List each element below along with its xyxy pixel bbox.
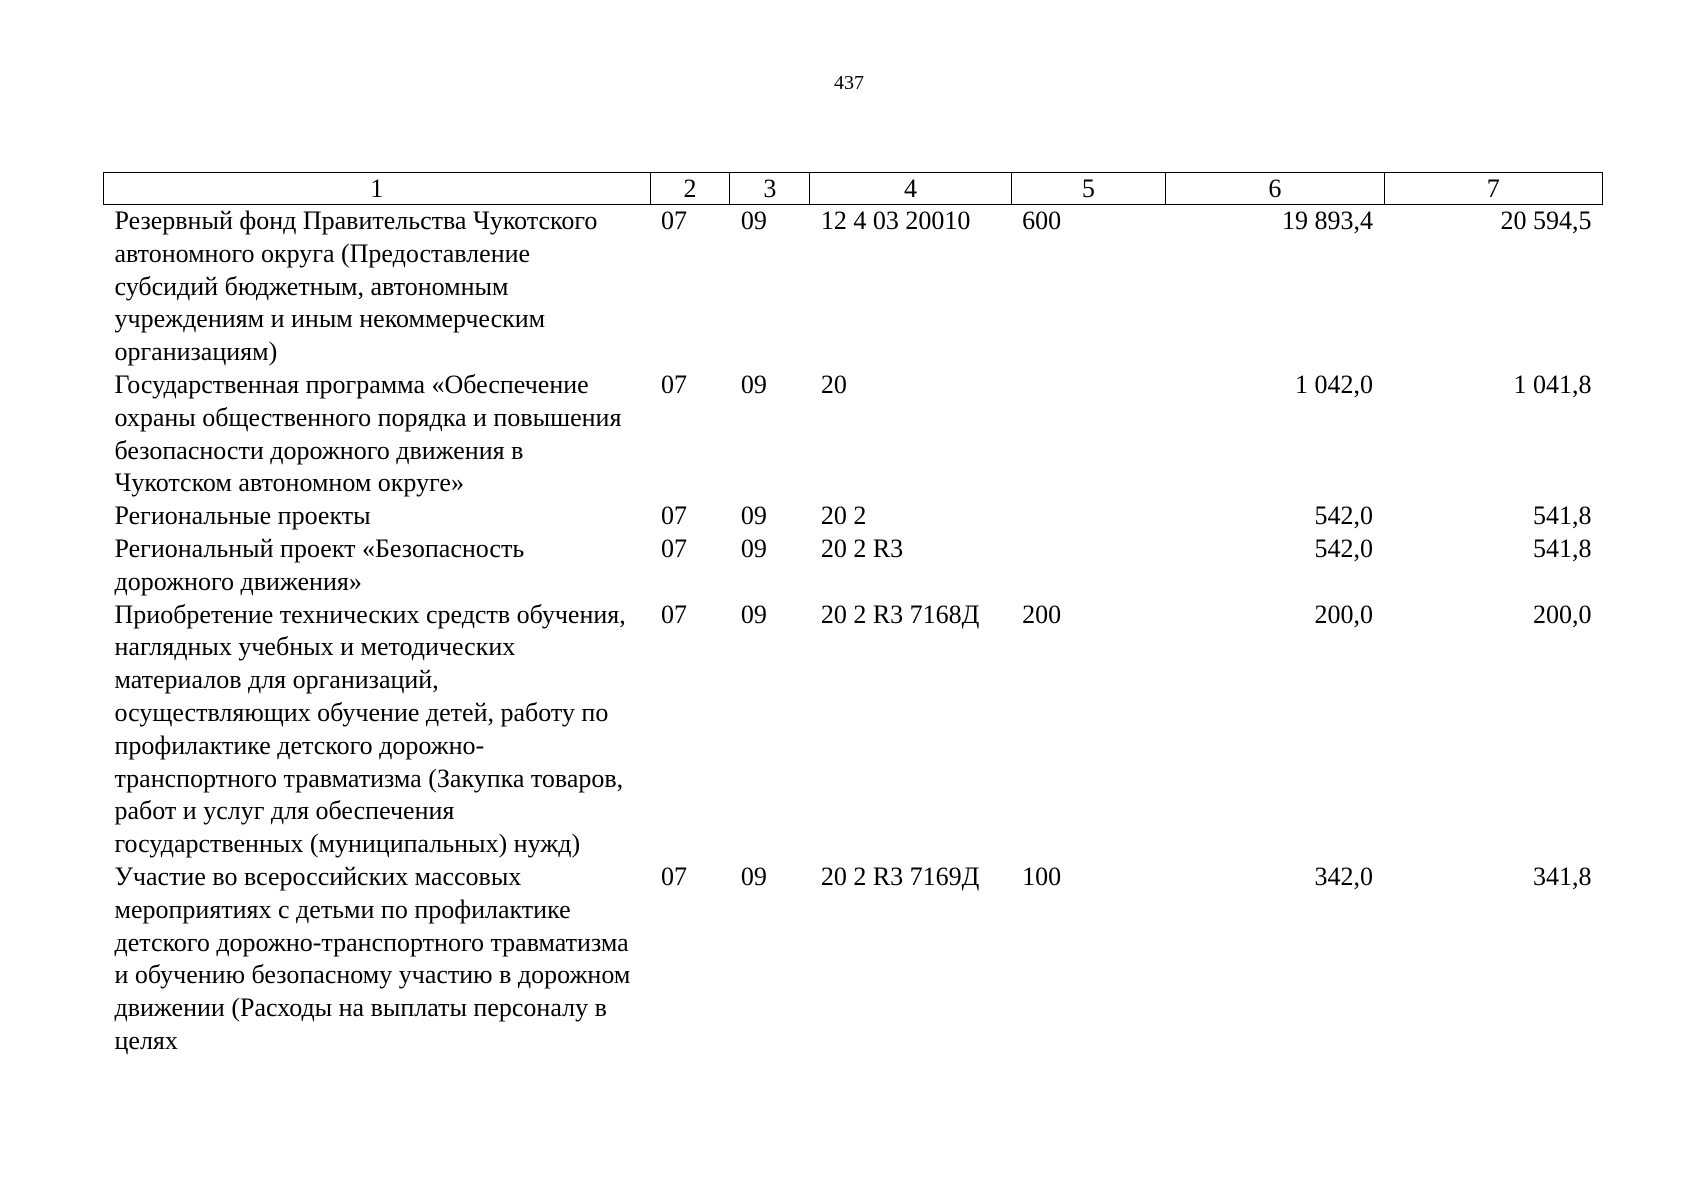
row-name: Резервный фонд Правительства Чукотского автономного округа (Предоставление субсидий бюджетным, автономным учреждениям и иным некоммерческим организациям) <box>114 206 598 367</box>
row-sum-2: 1 041,8 <box>1513 369 1592 399</box>
row-subsection: 09 <box>740 533 767 563</box>
row-subsection: 09 <box>740 599 767 629</box>
table-row <box>104 500 1603 533</box>
row-target-article: 20 2 R3 <box>820 533 904 563</box>
row-sum-2: 541,8 <box>1533 501 1592 531</box>
row-name: Государственная программа «Обеспечение охраны общественного порядка и повышения безопасности дорожного движения в Чукотском автономном округе» <box>114 369 622 498</box>
row-target-article: 20 <box>820 369 847 399</box>
header-row <box>104 173 1603 205</box>
row-expense-type: 100 <box>1022 861 1062 891</box>
row-section: 07 <box>661 501 688 531</box>
row-expense-type <box>1011 500 1165 533</box>
row-subsection: 09 <box>740 861 767 891</box>
table-row <box>104 205 1603 369</box>
row-name: Приобретение технических средств обучения, наглядных учебных и методических материалов для организаций, осуществляющих обучение детей, работу по профилактике детского дорожно-транспортного травматизма (Закупка товаров, работ и услуг для обеспечения государственных (муниципальных) нужд) <box>114 599 626 859</box>
row-target-article: 20 2 R3 7168Д <box>820 599 980 629</box>
column-header-2: 2 <box>650 173 730 205</box>
row-sum-1: 542,0 <box>1314 533 1374 563</box>
column-header-6: 6 <box>1166 173 1384 205</box>
row-expense-type: 200 <box>1022 599 1062 629</box>
column-header-3: 3 <box>730 173 810 205</box>
row-name: Региональные проекты <box>114 501 371 531</box>
column-header-1: 1 <box>104 173 651 205</box>
row-sum-2: 541,8 <box>1533 533 1592 563</box>
row-name: Региональный проект «Безопасность дорожного движения» <box>114 533 525 596</box>
row-sum-1: 200,0 <box>1314 599 1374 629</box>
row-expense-type <box>1011 533 1165 599</box>
page-number: 437 <box>834 72 864 94</box>
row-sum-1: 542,0 <box>1314 501 1374 531</box>
row-sum-1: 342,0 <box>1314 861 1374 891</box>
row-section: 07 <box>661 861 688 891</box>
row-target-article: 20 2 R3 7169Д <box>820 861 980 891</box>
row-section: 07 <box>661 533 688 563</box>
table-row <box>104 861 1603 1058</box>
column-header-7: 7 <box>1384 173 1602 205</box>
row-sum-1: 1 042,0 <box>1295 369 1374 399</box>
row-section: 07 <box>661 206 688 235</box>
row-section: 07 <box>661 369 688 399</box>
budget-table <box>103 172 1603 1058</box>
table-row <box>104 599 1603 861</box>
row-sum-2: 341,8 <box>1533 861 1592 891</box>
row-subsection: 09 <box>740 501 767 531</box>
row-sum-2: 20 594,5 <box>1500 206 1592 235</box>
row-sum-1: 19 893,4 <box>1282 206 1374 235</box>
row-name: Участие во всероссийских массовых мероприятиях с детьми по профилактике детского дорожно-транспортного травматизма и обучению безопасному участию в дорожном движении (Расходы на выплаты персоналу в целях <box>114 861 631 1055</box>
column-header-4: 4 <box>810 173 1011 205</box>
row-sum-2: 200,0 <box>1533 599 1592 629</box>
column-header-5: 5 <box>1011 173 1165 205</box>
row-section: 07 <box>661 599 688 629</box>
row-expense-type <box>1011 369 1165 500</box>
table-row <box>104 369 1603 500</box>
row-subsection: 09 <box>740 369 767 399</box>
row-subsection: 09 <box>740 206 767 235</box>
row-target-article: 12 4 03 20010 <box>820 206 971 235</box>
row-target-article: 20 2 <box>820 501 867 531</box>
table-row <box>104 533 1603 599</box>
row-expense-type: 600 <box>1022 206 1062 235</box>
